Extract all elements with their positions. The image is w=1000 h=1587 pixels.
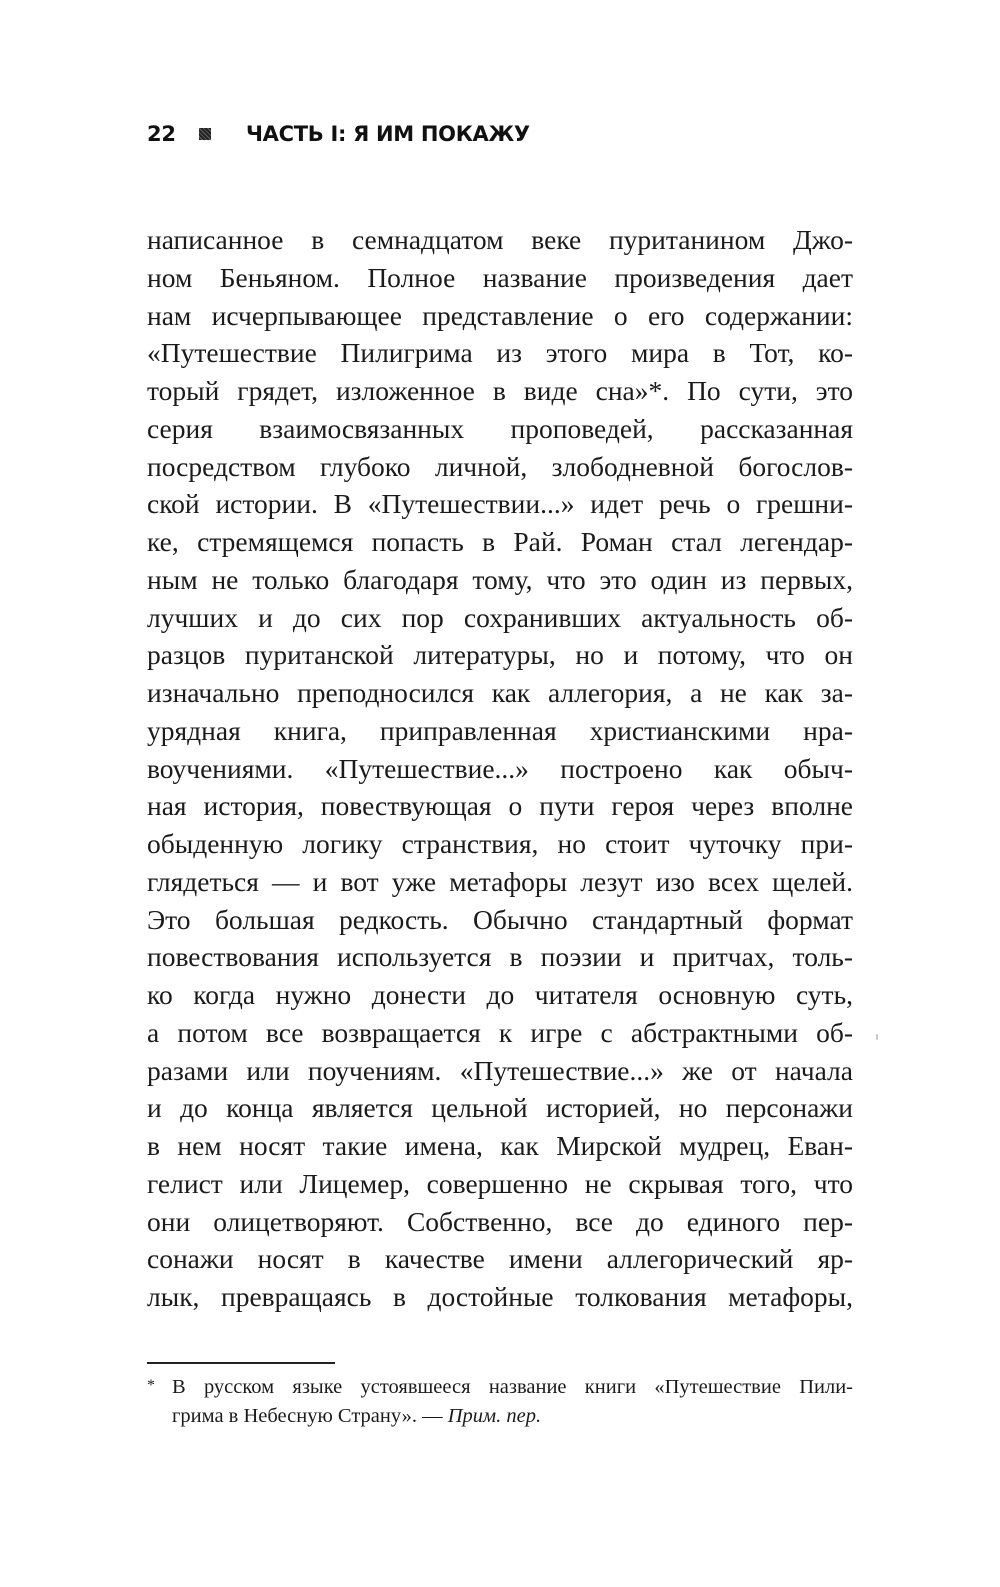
- text-line: в нем носят такие имена, как Мирской мудрец, Еван-: [147, 1130, 853, 1161]
- text-line: «Путешествие Пилигрима из этого мира в Тот, ко-: [147, 337, 853, 369]
- text-line: они олицетворяют. Собственно, все до единого пер-: [147, 1205, 853, 1237]
- footnote-text: В русском языке устоявшееся название книги «Путешествие Пили-: [172, 1376, 853, 1398]
- text-line: повествования используется в поэзии и притчах, толь-: [147, 941, 853, 973]
- text-line: посредством глубоко личной, злободневной богослов-: [147, 450, 853, 482]
- text-line: воучениями. «Путешествие...» построено как обыч-: [147, 752, 853, 784]
- text-line: разами или поучениям. «Путешествие...» же от начала: [147, 1054, 853, 1086]
- text-line: ской истории. В «Путешествии...» идет речь о грешни-: [147, 488, 853, 520]
- text-line: и до конца является цельной историей, но персонажи: [147, 1092, 853, 1124]
- body-text: [147, 221, 853, 1316]
- footnote: [147, 1372, 853, 1430]
- footnote-line: [147, 1372, 853, 1402]
- text-line: разцов пуританской литературы, но и потому, что он: [147, 639, 853, 671]
- footnote-divider: [147, 1362, 335, 1364]
- text-line: сонажи носят в качестве имени аллегорический яр-: [147, 1243, 853, 1275]
- text-line: Это большая редкость. Обычно стандартный формат: [147, 903, 853, 935]
- translator-note: Прим. пер.: [447, 1404, 542, 1427]
- text-line: торый грядет, изложенное в виде сна»*. По сути, это: [147, 375, 853, 406]
- text-line: обыденную логику странствия, но стоит чуточку при-: [147, 828, 853, 859]
- footnote-text: грима в Небесную Страну». —: [172, 1404, 448, 1427]
- chapter-title: ЧАСТЬ I: Я ИМ ПОКАЖУ: [246, 122, 530, 146]
- running-header: [147, 117, 530, 151]
- text-line: нам исчерпывающее представление о его содержании:: [147, 299, 853, 331]
- square-bullet-icon: [199, 128, 211, 140]
- footnote-line: [147, 1402, 853, 1431]
- text-line: изначально преподносился как аллегория, а не как за-: [147, 677, 853, 708]
- page-number: 22: [147, 122, 176, 146]
- text-line: ным не только благодаря тому, что это один из первых,: [147, 563, 853, 595]
- text-line: ном Беньяном. Полное название произведения дает: [147, 261, 853, 293]
- text-line: ке, стремящемся попасть в Рай. Роман стал легендар-: [147, 526, 853, 557]
- text-line: а потом все возвращается к игре с абстрактными об-: [147, 1016, 853, 1048]
- text-line: урядная книга, приправленная христианскими нра-: [147, 714, 853, 746]
- text-line: ная история, повествующая о пути героя через вполне: [147, 790, 853, 822]
- text-line: написанное в семнадцатом веке пуританином Джо-: [147, 224, 853, 255]
- text-line: гелист или Лицемер, совершенно не скрывая того, что: [147, 1167, 853, 1199]
- scan-speck: [876, 1034, 878, 1040]
- text-line: серия взаимосвязанных проповедей, рассказанная: [147, 412, 853, 444]
- text-line: ко когда нужно донести до читателя основную суть,: [147, 979, 853, 1010]
- text-line: глядеться — и вот уже метафоры лезут изо всех щелей.: [147, 865, 853, 897]
- text-line: лучших и до сих пор сохранивших актуальность об-: [147, 601, 853, 633]
- text-line: лык, превращаясь в достойные толкования метафоры,: [147, 1281, 853, 1312]
- footnote-marker: *: [147, 1377, 155, 1394]
